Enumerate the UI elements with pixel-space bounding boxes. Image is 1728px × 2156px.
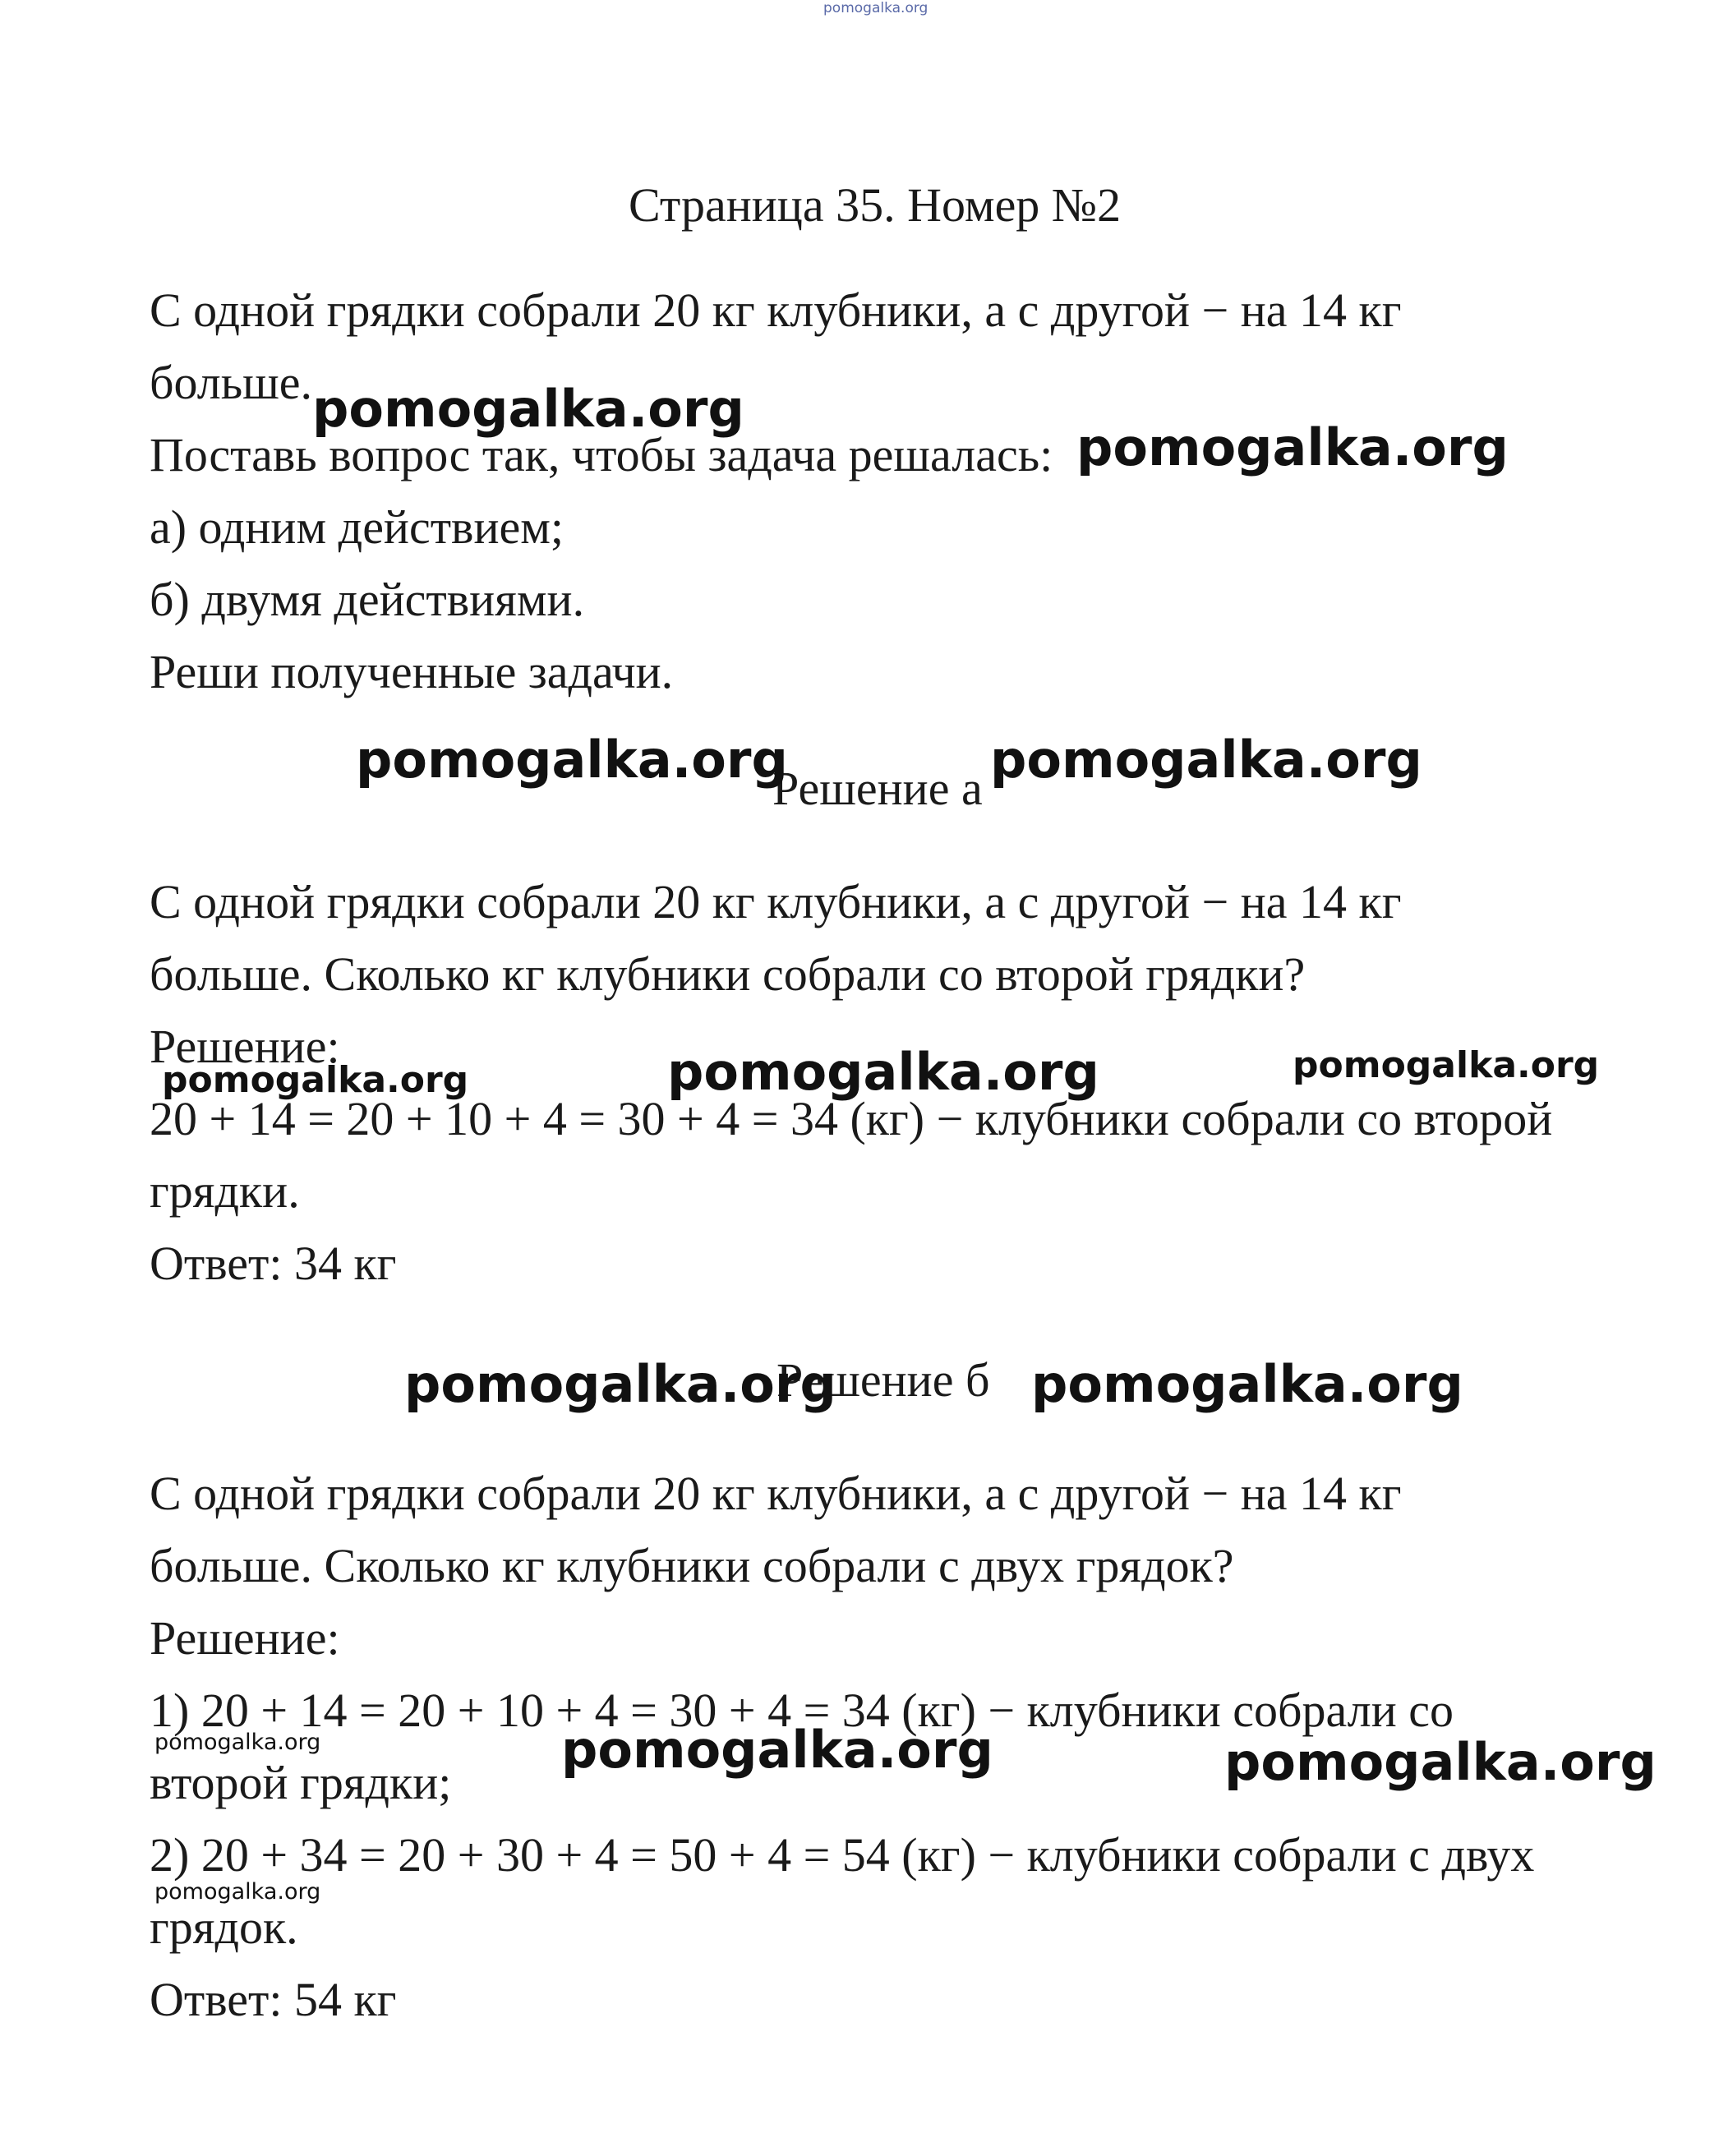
- solution-a-line-2: больше. Сколько кг клубники собрали со второй грядки?: [150, 947, 1306, 1001]
- task-line-5: б) двумя действиями.: [150, 573, 585, 626]
- watermark: pomogalka.org: [162, 1059, 469, 1101]
- solution-b-line-4: 1) 20 + 14 = 20 + 10 + 4 = 30 + 4 = 34 (кг) − клубники собрали со: [150, 1684, 1454, 1737]
- solution-b-line-5: второй грядки;: [150, 1756, 452, 1809]
- watermark: pomogalka.org: [404, 1354, 836, 1414]
- solution-a-heading: Решение а: [772, 762, 983, 815]
- solution-a-line-5: грядки.: [150, 1164, 300, 1218]
- solution-a-line-1: С одной грядки собрали 20 кг клубники, а с другой − на 14 кг: [150, 875, 1402, 928]
- solution-b-heading: Решение б: [776, 1353, 990, 1407]
- task-line-3: Поставь вопрос так, чтобы задача решалась:: [150, 428, 1053, 481]
- solution-b-answer: Ответ: 54 кг: [150, 1973, 397, 2026]
- solution-b-line-2: больше. Сколько кг клубники собрали с двух грядок?: [150, 1539, 1234, 1592]
- solution-b-line-3: Решение:: [150, 1611, 340, 1665]
- solution-a-line-4: 20 + 14 = 20 + 10 + 4 = 30 + 4 = 34 (кг) − клубники собрали со второй: [150, 1092, 1553, 1145]
- watermark: pomogalka.org: [1293, 1044, 1600, 1086]
- task-line-1: С одной грядки собрали 20 кг клубники, а с другой − на 14 кг: [150, 283, 1402, 337]
- task-line-6: Реши полученные задачи.: [150, 645, 674, 698]
- solution-a-line-3: Решение:: [150, 1020, 340, 1073]
- watermark: pomogalka.org: [990, 730, 1422, 790]
- watermark: pomogalka.org: [1224, 1732, 1657, 1792]
- page-title: Страница 35. Номер №2: [629, 178, 1122, 232]
- watermark: pomogalka.org: [1076, 417, 1509, 477]
- solution-b-line-6: 2) 20 + 34 = 20 + 30 + 4 = 50 + 4 = 54 (кг) − клубники собрали с двух: [150, 1828, 1535, 1882]
- task-line-2: больше.: [150, 356, 313, 409]
- watermark: pomogalka.org: [356, 730, 788, 790]
- watermark: pomogalka.org: [667, 1042, 1099, 1102]
- watermark: pomogalka.org: [154, 1879, 321, 1905]
- watermark-header: pomogalka.org: [823, 0, 929, 16]
- solution-b-line-1: С одной грядки собрали 20 кг клубники, а с другой − на 14 кг: [150, 1467, 1402, 1520]
- watermark: pomogalka.org: [154, 1730, 321, 1755]
- solution-a-answer: Ответ: 34 кг: [150, 1237, 397, 1290]
- watermark: pomogalka.org: [1031, 1354, 1463, 1414]
- solution-b-line-7: грядок.: [150, 1900, 298, 1954]
- task-line-4: а) одним действием;: [150, 500, 564, 554]
- watermark: pomogalka.org: [561, 1720, 993, 1780]
- watermark: pomogalka.org: [312, 379, 744, 439]
